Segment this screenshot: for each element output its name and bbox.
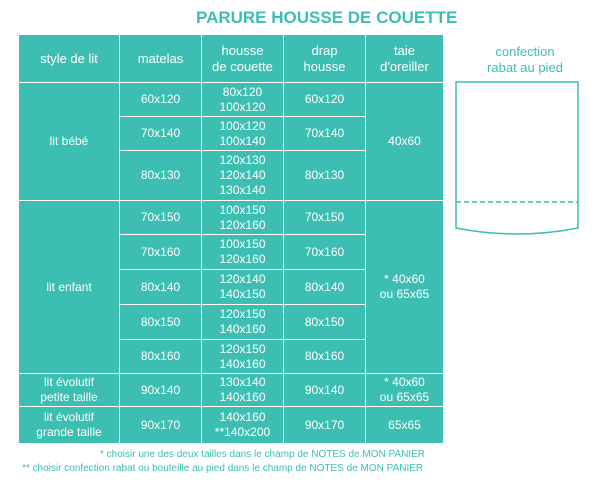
housse-cell: 100x150 120x160: [201, 200, 284, 235]
style-lit-evolutif-petite: lit évolutif petite taille: [18, 373, 120, 407]
size-table: [18, 34, 444, 444]
header-taie: taie d'oreiller: [365, 34, 444, 83]
matelas-cell: 80x130: [119, 150, 202, 201]
style-lit-evolutif-grande: lit évolutif grande taille: [18, 406, 120, 444]
header-drap: drap housse: [283, 34, 366, 83]
duvet-outline: [456, 82, 578, 234]
matelas-cell: 70x160: [119, 234, 202, 270]
matelas-cell: 60x120: [119, 82, 202, 117]
drap-cell: 70x160: [283, 234, 366, 270]
drap-cell: 60x120: [283, 82, 366, 117]
housse-cell: 120x150 140x160: [201, 339, 284, 374]
matelas-cell: 90x170: [119, 406, 202, 444]
taie-evolutif-grande: 65x65: [365, 406, 444, 444]
housse-cell: 100x150 120x160: [201, 234, 284, 270]
drap-cell: 70x140: [283, 116, 366, 151]
drap-cell: 80x150: [283, 304, 366, 340]
header-matelas: matelas: [119, 34, 202, 83]
header-housse: housse de couette: [201, 34, 284, 83]
taie-bebe: 40x60: [365, 82, 444, 201]
housse-cell: 140x160 **140x200: [201, 406, 284, 444]
matelas-cell: 70x150: [119, 200, 202, 235]
housse-cell: 130x140 140x160: [201, 373, 284, 407]
housse-cell: 120x150 140x160: [201, 304, 284, 340]
taie-enfant: * 40x60 ou 65x65: [365, 200, 444, 374]
matelas-cell: 80x160: [119, 339, 202, 374]
housse-cell: 100x120 100x140: [201, 116, 284, 151]
drap-cell: 90x140: [283, 373, 366, 407]
drap-cell: 80x160: [283, 339, 366, 374]
drap-cell: 80x130: [283, 150, 366, 201]
confection-label: confection rabat au pied: [487, 44, 563, 75]
drap-cell: 90x170: [283, 406, 366, 444]
footnote-2: ** choisir confection rabat ou bouteille au pied dans le champ de NOTES de MON PANIER: [22, 463, 424, 474]
matelas-cell: 80x140: [119, 269, 202, 305]
header-style: style de lit: [18, 34, 120, 83]
housse-cell: 120x130 120x140 130x140: [201, 150, 284, 201]
duvet-fold-diagram: [450, 78, 590, 238]
housse-cell: 120x140 140x150: [201, 269, 284, 305]
housse-cell: 80x120 100x120: [201, 82, 284, 117]
drap-cell: 70x150: [283, 200, 366, 235]
style-lit-enfant: lit enfant: [18, 200, 120, 374]
matelas-cell: 90x140: [119, 373, 202, 407]
matelas-cell: 80x150: [119, 304, 202, 340]
taie-evolutif-petite: * 40x60 ou 65x65: [365, 373, 444, 407]
drap-cell: 80x140: [283, 269, 366, 305]
footnote-1: * choisir une des deux tailles dans le champ de NOTES de MON PANIER: [100, 449, 425, 460]
style-lit-bebe: lit bébé: [18, 82, 120, 201]
matelas-cell: 70x140: [119, 116, 202, 151]
